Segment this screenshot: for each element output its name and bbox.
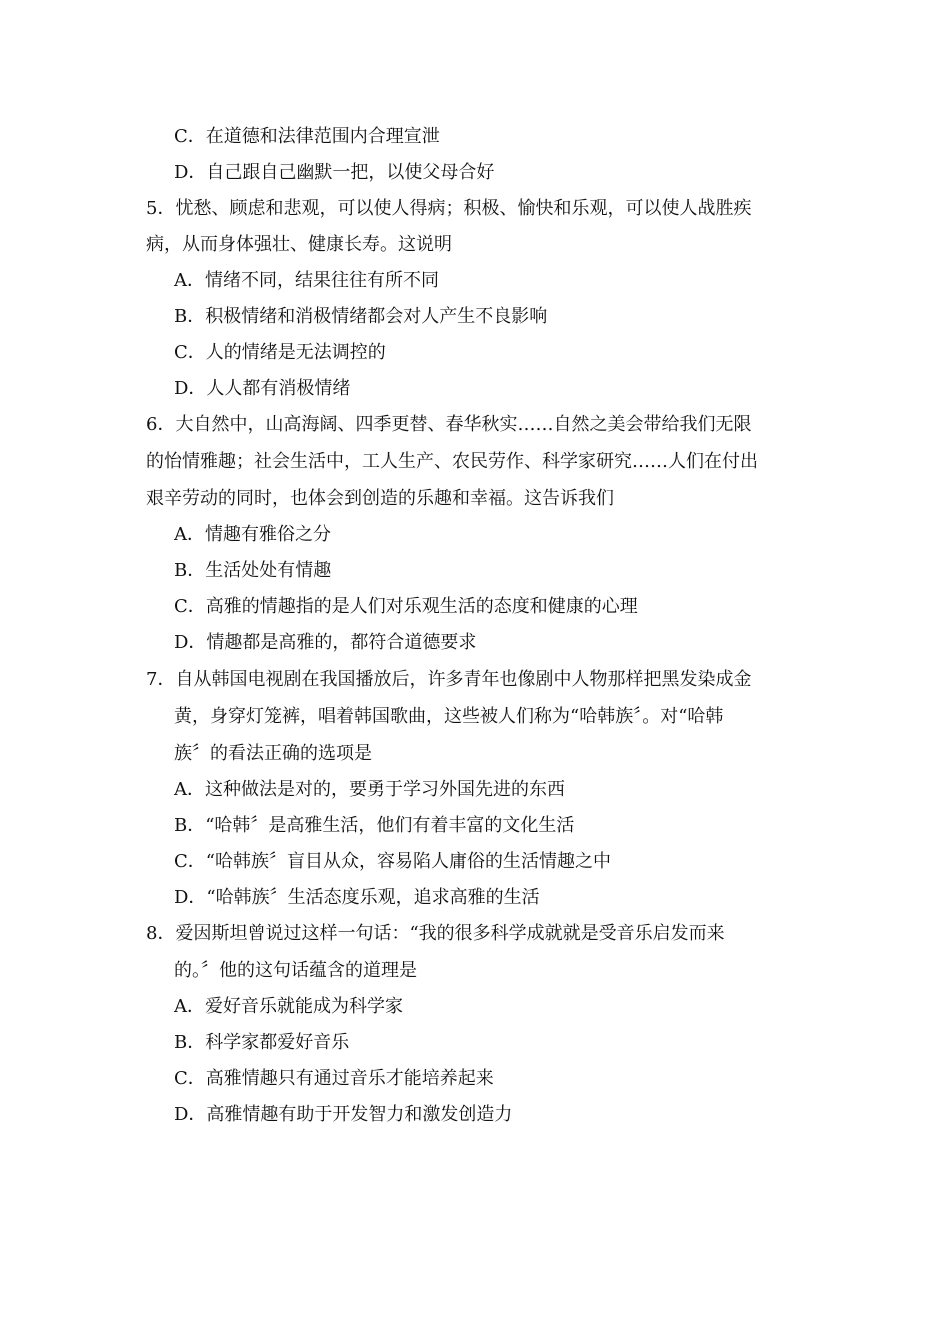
question-6-line-1: 6．大自然中，山高海阔、四季更替、春华秋实……自然之美会带给我们无限 (146, 414, 752, 435)
q6-option-a: A．情趣有雅俗之分 (174, 524, 331, 545)
q5-option-b: B．积极情绪和消极情绪都会对人产生不良影响 (174, 306, 548, 327)
question-6-line-3: 艰辛劳动的同时，也体会到创造的乐趣和幸福。这告诉我们 (146, 488, 614, 509)
q8-option-a: A．爱好音乐就能成为科学家 (174, 996, 403, 1017)
q5-option-a: A．情绪不同，结果往往有所不同 (174, 270, 439, 291)
q5-option-d: D．人人都有消极情绪 (174, 378, 351, 399)
option-c-prev: C．在道德和法律范围内合理宣泄 (174, 126, 440, 147)
option-d-prev: D．自己跟自己幽默一把，以使父母合好 (174, 162, 495, 183)
question-8-line-1: 8．爱因斯坦曾说过这样一句话：“我的很多科学成就就是受音乐启发而来 (146, 923, 725, 944)
q7-option-a: A．这种做法是对的，要勇于学习外国先进的东西 (174, 779, 565, 800)
question-7-line-2: 黄，身穿灯笼裤，唱着韩国歌曲，这些被人们称为“哈韩族〞。对“哈韩 (174, 706, 724, 727)
q6-option-c: C．高雅的情趣指的是人们对乐观生活的态度和健康的心理 (174, 596, 638, 617)
q5-option-c: C．人的情绪是无法调控的 (174, 342, 386, 363)
question-5-line-2: 病，从而身体强壮、健康长寿。这说明 (146, 234, 452, 255)
question-5-line-1: 5．忧愁、顾虑和悲观，可以使人得病；积极、愉快和乐观，可以使人战胜疾 (146, 198, 752, 219)
q6-option-d: D．情趣都是高雅的，都符合道德要求 (174, 632, 477, 653)
question-8-line-2: 的。〞他的这句话蕴含的道理是 (174, 960, 417, 981)
q6-option-b: B．生活处处有情趣 (174, 560, 332, 581)
q8-option-c: C．高雅情趣只有通过音乐才能培养起来 (174, 1068, 494, 1089)
q7-option-c: C．“哈韩族〞盲目从众，容易陷人庸俗的生活情趣之中 (174, 851, 611, 872)
q7-option-d: D．“哈韩族〞生活态度乐观，追求高雅的生活 (174, 887, 540, 908)
q8-option-d: D．高雅情趣有助于开发智力和激发创造力 (174, 1104, 513, 1125)
q8-option-b: B．科学家都爱好音乐 (174, 1032, 350, 1053)
question-6-line-2: 的怡情雅趣；社会生活中，工人生产、农民劳作、科学家研究……人们在付出 (146, 451, 758, 472)
question-7-line-1: 7．自从韩国电视剧在我国播放后，许多青年也像剧中人物那样把黑发染成金 (146, 669, 752, 690)
q7-option-b: B．“哈韩〞是高雅生活，他们有着丰富的文化生活 (174, 815, 575, 836)
question-7-line-3: 族〞的看法正确的选项是 (174, 743, 372, 764)
